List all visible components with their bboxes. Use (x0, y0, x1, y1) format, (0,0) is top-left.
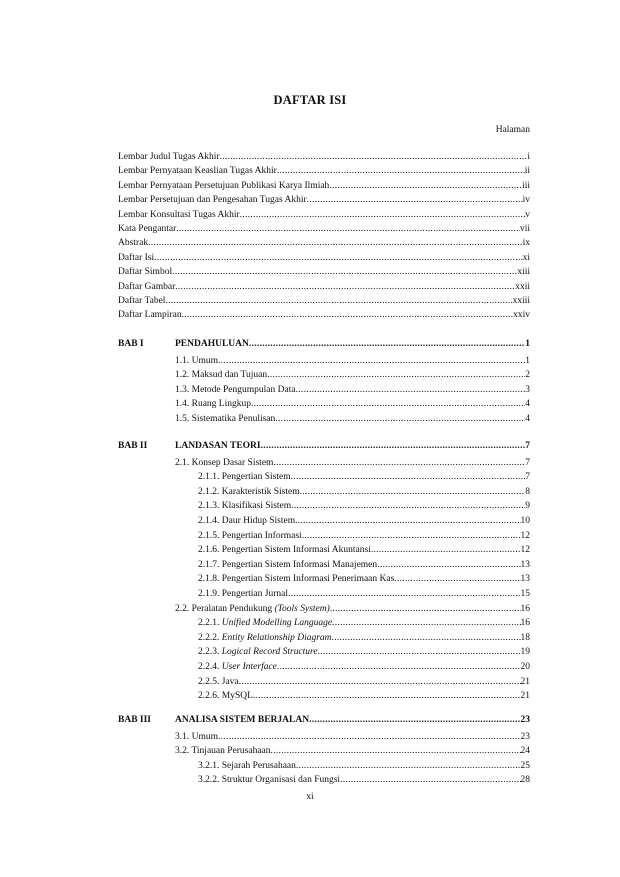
toc-entry (118, 209, 530, 222)
entry-label: 1.1. Umum (175, 355, 219, 366)
dot-leader (249, 338, 525, 351)
toc-entry (118, 165, 530, 178)
entry-label: Daftar Tabel (118, 296, 166, 306)
entry-label-italic: Entity Relationship Diagram (221, 632, 332, 643)
toc-entry (175, 355, 530, 368)
toc-entry (118, 237, 530, 250)
entry-page: iii (522, 180, 530, 191)
toc-entry (118, 295, 530, 308)
entry-page: i (527, 152, 530, 162)
entry-label: 2.2.6. MySQL (198, 691, 253, 702)
entry-page: 16 (520, 603, 530, 614)
entry-page: 23 (520, 715, 530, 725)
entry-label: 1.5. Sistematika Penulisan (175, 413, 276, 424)
toc-entry (118, 223, 530, 236)
dot-leader (261, 440, 526, 453)
entry-page: 25 (520, 760, 530, 771)
entry-label: Kata Pengantar (118, 224, 177, 234)
entry-page: 12 (520, 530, 530, 541)
entry-page: 4 (525, 399, 530, 410)
toc-entry (118, 266, 530, 279)
dot-leader (330, 603, 521, 616)
entry-page: 23 (520, 731, 530, 742)
entry-page: 12 (520, 545, 530, 556)
dot-leader (394, 573, 520, 586)
dot-leader (302, 530, 521, 543)
dot-leader (377, 559, 520, 572)
entry-page: 20 (520, 661, 530, 672)
entry-label: 2.1.8. Pengertian Sistem Informasi Penerimaan Kas (198, 574, 395, 585)
entry-label-italic: (Tools System) (274, 603, 330, 614)
chapter-number: BAB II (118, 441, 148, 451)
entry-page: vii (519, 224, 530, 234)
entry-label-italic: Unified Modelling Language (221, 618, 333, 629)
entry-page: 2 (525, 370, 530, 381)
entry-page: ii (524, 166, 530, 177)
dot-leader (175, 281, 515, 294)
toc-entry (198, 530, 530, 543)
dot-leader (165, 295, 512, 308)
toc-entry (175, 731, 530, 744)
entry-page: xiii (517, 267, 530, 278)
entry-page: 4 (525, 413, 530, 424)
toc-entry (175, 398, 530, 411)
entry-label: 2.1.7. Pengertian Sistem Informasi Manajemen (198, 559, 378, 570)
dot-leader (239, 676, 521, 689)
entry-label: PENDAHULUAN (175, 339, 249, 349)
chapter-number: BAB I (118, 339, 144, 349)
toc-entry (198, 588, 530, 601)
toc-entry (198, 544, 530, 557)
dot-leader (329, 180, 522, 193)
dot-leader (296, 760, 521, 773)
entry-label: ANALISA SISTEM BERJALAN (175, 715, 310, 725)
entry-label-text: 2.2. Peralatan Pendukung (175, 603, 275, 614)
dot-leader (148, 237, 523, 250)
entry-label-italic: User Interface (221, 661, 277, 672)
entry-label: 1.4. Ruang Lingkup (175, 399, 251, 410)
toc-entry (198, 573, 530, 586)
entry-label: 2.2.5. Java (198, 676, 239, 687)
toc-entry (198, 676, 530, 689)
toc-entry (198, 774, 530, 787)
entry-page: 15 (520, 588, 530, 599)
toc-entry (198, 632, 530, 645)
entry-label: 3.2.1. Sejarah Perusahaan (198, 760, 296, 771)
dot-leader (295, 515, 520, 528)
dot-leader (218, 355, 525, 368)
page-title: DAFTAR ISI (273, 93, 347, 107)
entry-label: Lembar Konsultasi Tugas Akhir (118, 209, 240, 220)
entry-label (198, 661, 277, 674)
entry-label: 2.1. Konsep Dasar Sistem (175, 457, 274, 468)
entry-page: xxiii (512, 296, 530, 306)
toc-entry (175, 745, 530, 758)
entry-page: 28 (520, 775, 530, 786)
entry-label: Abstrak (118, 238, 149, 249)
chapter-number: BAB III (118, 715, 151, 725)
dot-leader (296, 384, 526, 397)
halaman-label: Halaman (495, 125, 530, 135)
entry-label: 3.2. Tinjauan Perusahaan (175, 746, 271, 757)
dot-leader (291, 500, 525, 513)
toc-entry (118, 281, 530, 294)
entry-page: 8 (525, 486, 530, 497)
entry-label: Daftar Isi (118, 252, 155, 263)
entry-label-text: 2.2.1. (198, 618, 222, 629)
entry-page: 21 (520, 676, 530, 687)
entry-page: 24 (520, 746, 530, 757)
toc-entry (198, 559, 530, 572)
entry-page: 18 (520, 632, 530, 643)
dot-leader (277, 165, 525, 178)
entry-page: 7 (525, 441, 530, 451)
dot-leader (309, 714, 520, 727)
dot-leader (154, 252, 522, 265)
entry-page: 16 (520, 618, 530, 629)
entry-label: Daftar Lampiran (118, 310, 182, 321)
entry-page: 19 (520, 647, 530, 658)
dot-leader (182, 309, 514, 322)
entry-label: 1.2. Maksud dan Tujuan (175, 370, 268, 381)
entry-label (198, 617, 332, 630)
entry-page: 7 (525, 457, 530, 468)
entry-label: 2.1.4. Daur Hidup Sistem (198, 515, 296, 526)
entry-label-text: 2.2.3. (198, 647, 222, 658)
entry-label: 2.1.3. Klasifikasi Sistem (198, 501, 292, 512)
entry-page: 10 (520, 515, 530, 526)
dot-leader (220, 151, 528, 164)
entry-page: ix (522, 238, 530, 249)
entry-label-text: 2.2.4. (198, 661, 222, 672)
dot-leader (273, 457, 525, 470)
entry-page: 1 (525, 355, 530, 366)
entry-label: Lembar Judul Tugas Akhir (118, 152, 220, 162)
entry-label: 1.3. Metode Pengumpulan Data (175, 384, 296, 395)
toc-entry (198, 690, 530, 703)
entry-label (198, 632, 332, 645)
entry-page: 3 (525, 384, 530, 395)
dot-leader (240, 209, 526, 222)
toc-entry (175, 413, 530, 426)
dot-leader (288, 588, 521, 601)
entry-page: 1 (525, 339, 530, 349)
dot-leader (218, 731, 520, 744)
page-number: xi (306, 792, 314, 802)
entry-page: 7 (525, 472, 530, 483)
entry-page: 13 (520, 574, 530, 585)
toc-entry (118, 194, 530, 207)
entry-label: 2.1.9. Pengertian Jurnal (198, 588, 288, 599)
toc-entry (198, 646, 530, 659)
toc-entry (118, 151, 530, 164)
dot-leader (371, 544, 521, 557)
entry-label-text: 2.2.2. (198, 632, 222, 643)
entry-page: v (525, 209, 530, 220)
dot-leader (332, 617, 520, 630)
chapter-entry (175, 338, 530, 351)
entry-label (175, 603, 330, 616)
toc-entry (175, 603, 530, 616)
toc-entry (118, 252, 530, 265)
toc-entry (175, 457, 530, 470)
toc-entry (175, 384, 530, 397)
entry-label-italic: Logical Record Structure (221, 647, 318, 658)
toc-entry (118, 309, 530, 322)
entry-page: iv (522, 195, 530, 206)
entry-label: 2.1.6. Pengertian Sistem Informasi Akuntansi (198, 545, 371, 556)
dot-leader (251, 398, 525, 411)
dot-leader (300, 486, 526, 499)
entry-label: Daftar Gambar (118, 281, 176, 292)
entry-page: xxii (515, 281, 530, 292)
entry-label: 2.1.2. Karakteristik Sistem (198, 486, 300, 497)
toc-entry (198, 486, 530, 499)
dot-leader (172, 266, 517, 279)
entry-label: 2.1.5. Pengertian Informasi (198, 530, 302, 541)
toc-entry (118, 180, 530, 193)
dot-leader (267, 369, 525, 382)
dot-leader (318, 646, 521, 659)
dot-leader (176, 223, 520, 236)
toc-entry (198, 515, 530, 528)
dot-leader (332, 632, 521, 645)
toc-entry (198, 617, 530, 630)
dot-leader (277, 661, 521, 674)
chapter-entry (175, 440, 530, 453)
toc-entry (175, 369, 530, 382)
dot-leader (340, 774, 520, 787)
entry-label: Lembar Pernyataan Keaslian Tugas Akhir (118, 166, 277, 177)
entry-label: Lembar Pernyataan Persetujuan Publikasi Karya Ilmiah (118, 180, 330, 191)
dot-leader (271, 745, 521, 758)
dot-leader (291, 471, 526, 484)
entry-label (198, 646, 318, 659)
entry-label: LANDASAN TEORI (175, 441, 261, 451)
entry-page: 21 (520, 691, 530, 702)
entry-label: 2.1.1. Pengertian Sistem (198, 472, 291, 483)
chapter-entry (175, 714, 530, 727)
toc-entry (198, 760, 530, 773)
dot-leader (253, 690, 521, 703)
dot-leader (275, 413, 525, 426)
entry-label: Daftar Simbol (118, 267, 173, 278)
entry-label: 3.2.2. Struktur Organisasi dan Fungsi (198, 775, 341, 786)
dot-leader (307, 194, 523, 207)
entry-page: xxiv (513, 310, 530, 321)
entry-page: 13 (520, 559, 530, 570)
toc-entry (198, 500, 530, 513)
entry-label: Lembar Persetujuan dan Pengesahan Tugas Akhir (118, 195, 307, 206)
toc-entry (198, 471, 530, 484)
entry-page: xi (522, 252, 530, 263)
entry-label: 3.1. Umum (175, 731, 219, 742)
entry-page: 9 (525, 501, 530, 512)
toc-entry (198, 661, 530, 674)
